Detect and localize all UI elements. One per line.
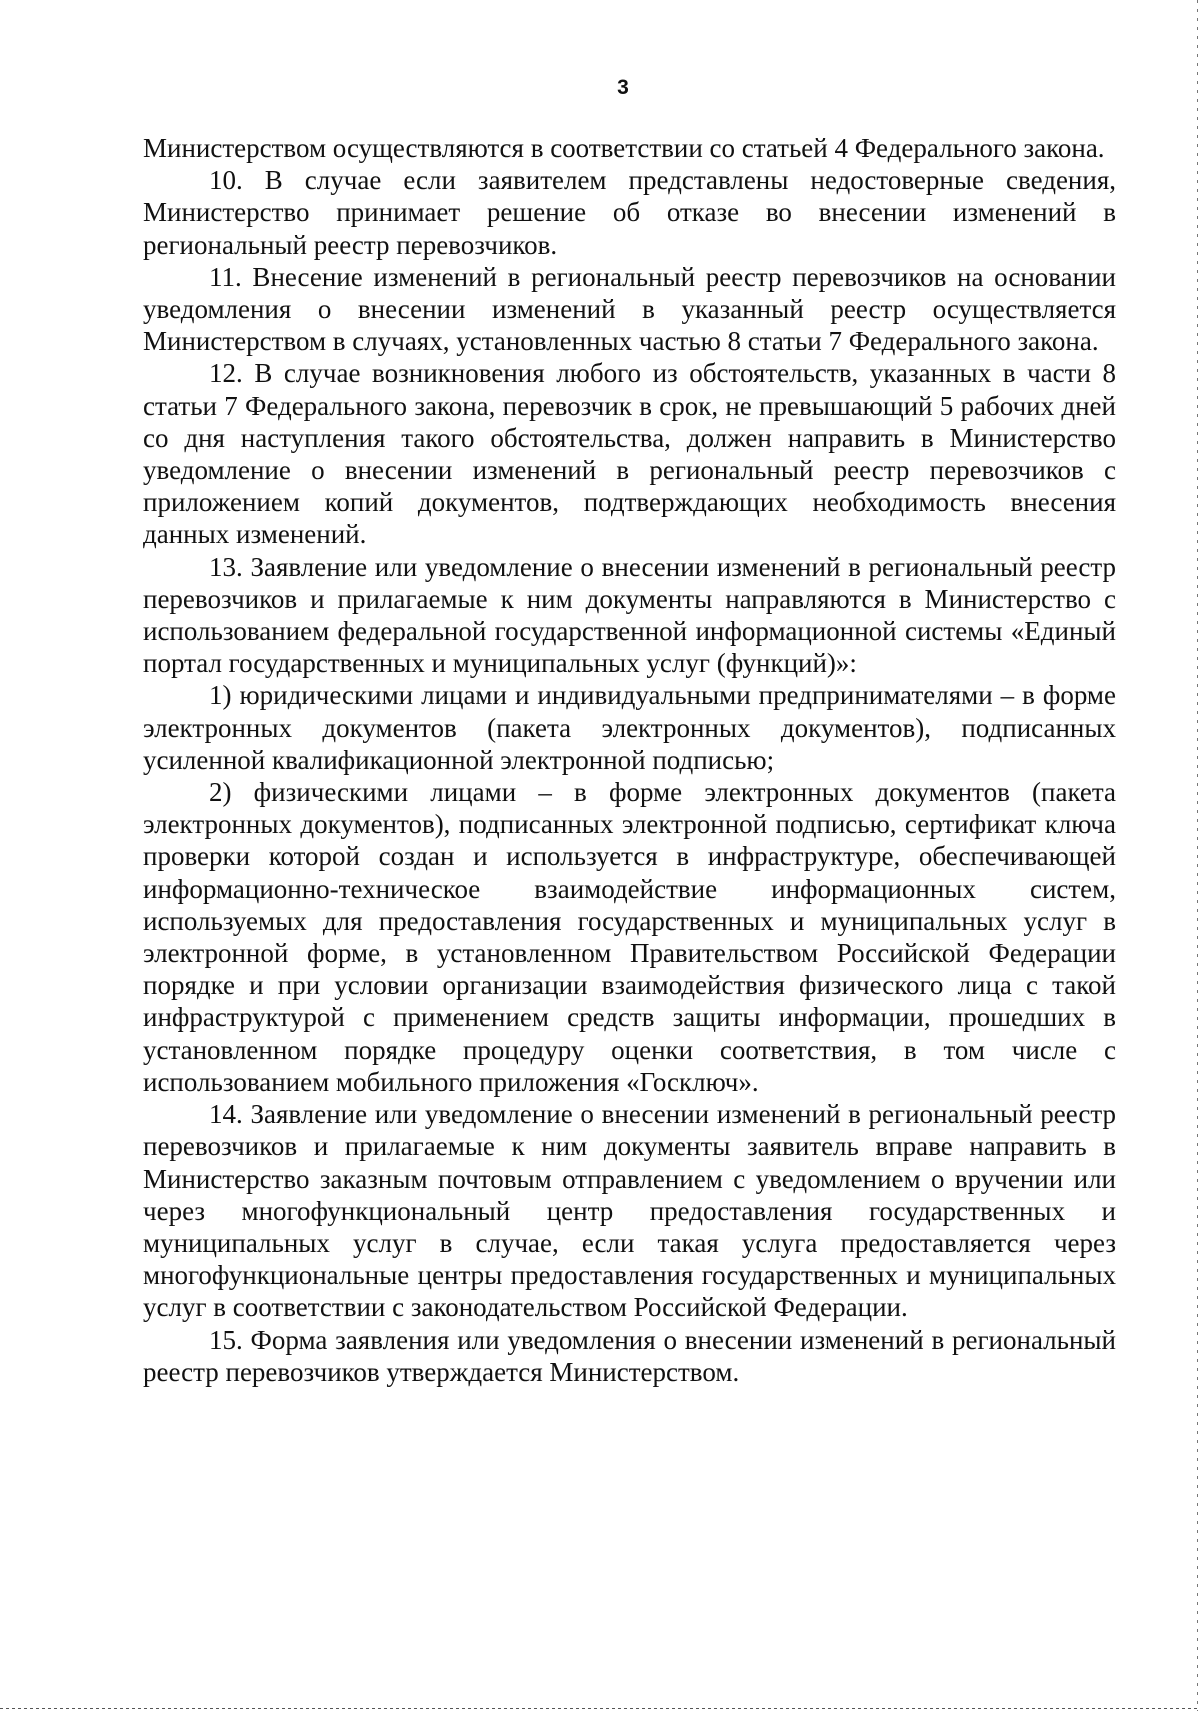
paragraph-10: 10. В случае если заявителем представлены недостоверные сведения, Министерство принимает решение об отказе во внесении изменений в региональный реестр перевозчиков.	[143, 165, 1116, 260]
document-body	[143, 132, 1116, 1388]
paragraph-13-item-1: 1) юридическими лицами и индивидуальными предпринимателями – в форме электронных документов (пакета электронных документов), подписанных усиленной квалификационной электронной подписью;	[143, 680, 1116, 775]
page-number: 3	[617, 76, 629, 99]
paragraph-12: 12. В случае возникновения любого из обстоятельств, указанных в части 8 статьи 7 Федерального закона, перевозчик в срок, не превышающий 5 рабочих дней со дня наступления такого обстоятельства, должен направить в Министерство уведомление о внесении изменений в региональный реестр перевозчиков с приложением копий документов, подтверждающих необходимость внесения данных изменений.	[143, 358, 1116, 550]
paragraph-14: 14. Заявление или уведомление о внесении изменений в региональный реестр перевозчиков и прилагаемые к ним документы заявитель вправе направить в Министерство заказным почтовым отправлением с уведомлением о вручении или через многофункциональный центр предоставления государственных и муниципальных услуг в случае, если такая услуга предоставляется через многофункциональные центры предоставления государственных и муниципальных услуг в соответствии с законодательством Российской Федерации.	[143, 1099, 1116, 1323]
paragraph-15: 15. Форма заявления или уведомления о внесении изменений в региональный реестр перевозчиков утверждается Министерством.	[143, 1324, 1116, 1387]
paragraph-11: 11. Внесение изменений в региональный реестр перевозчиков на основании уведомления о внесении изменений в указанный реестр осуществляется Министерством в случаях, установленных частью 8 статьи 7 Федерального закона.	[143, 261, 1116, 357]
scan-edge-right	[1197, 0, 1198, 1711]
paragraph-13-item-2: 2) физическими лицами – в форме электронных документов (пакета электронных документов), подписанных электронной подписью, сертификат ключа проверки которой создан и используется в инфраструктуре, обеспечивающей информационно-техническое взаимодействие информационных систем, используемых для предоставления государственных и муниципальных услуг в электронной форме, в установленном Правительством Российской Федерации порядке и при условии организации взаимодействия физического лица с такой инфраструктурой с применением средств защиты информации, прошедших в установленном порядке процедуру оценки соответствия, в том числе с использованием мобильного приложения «Госключ».	[143, 777, 1116, 1097]
paragraph-intro: Министерством осуществляются в соответствии со статьей 4 Федерального закона.	[143, 133, 1105, 163]
scan-edge-bottom	[0, 1708, 1200, 1709]
paragraph-13: 13. Заявление или уведомление о внесении изменений в региональный реестр перевозчиков и прилагаемые к ним документы направляются в Министерство с использованием федеральной государственной информационной системы «Единый портал государственных и муниципальных услуг (функций)»:	[143, 551, 1116, 679]
